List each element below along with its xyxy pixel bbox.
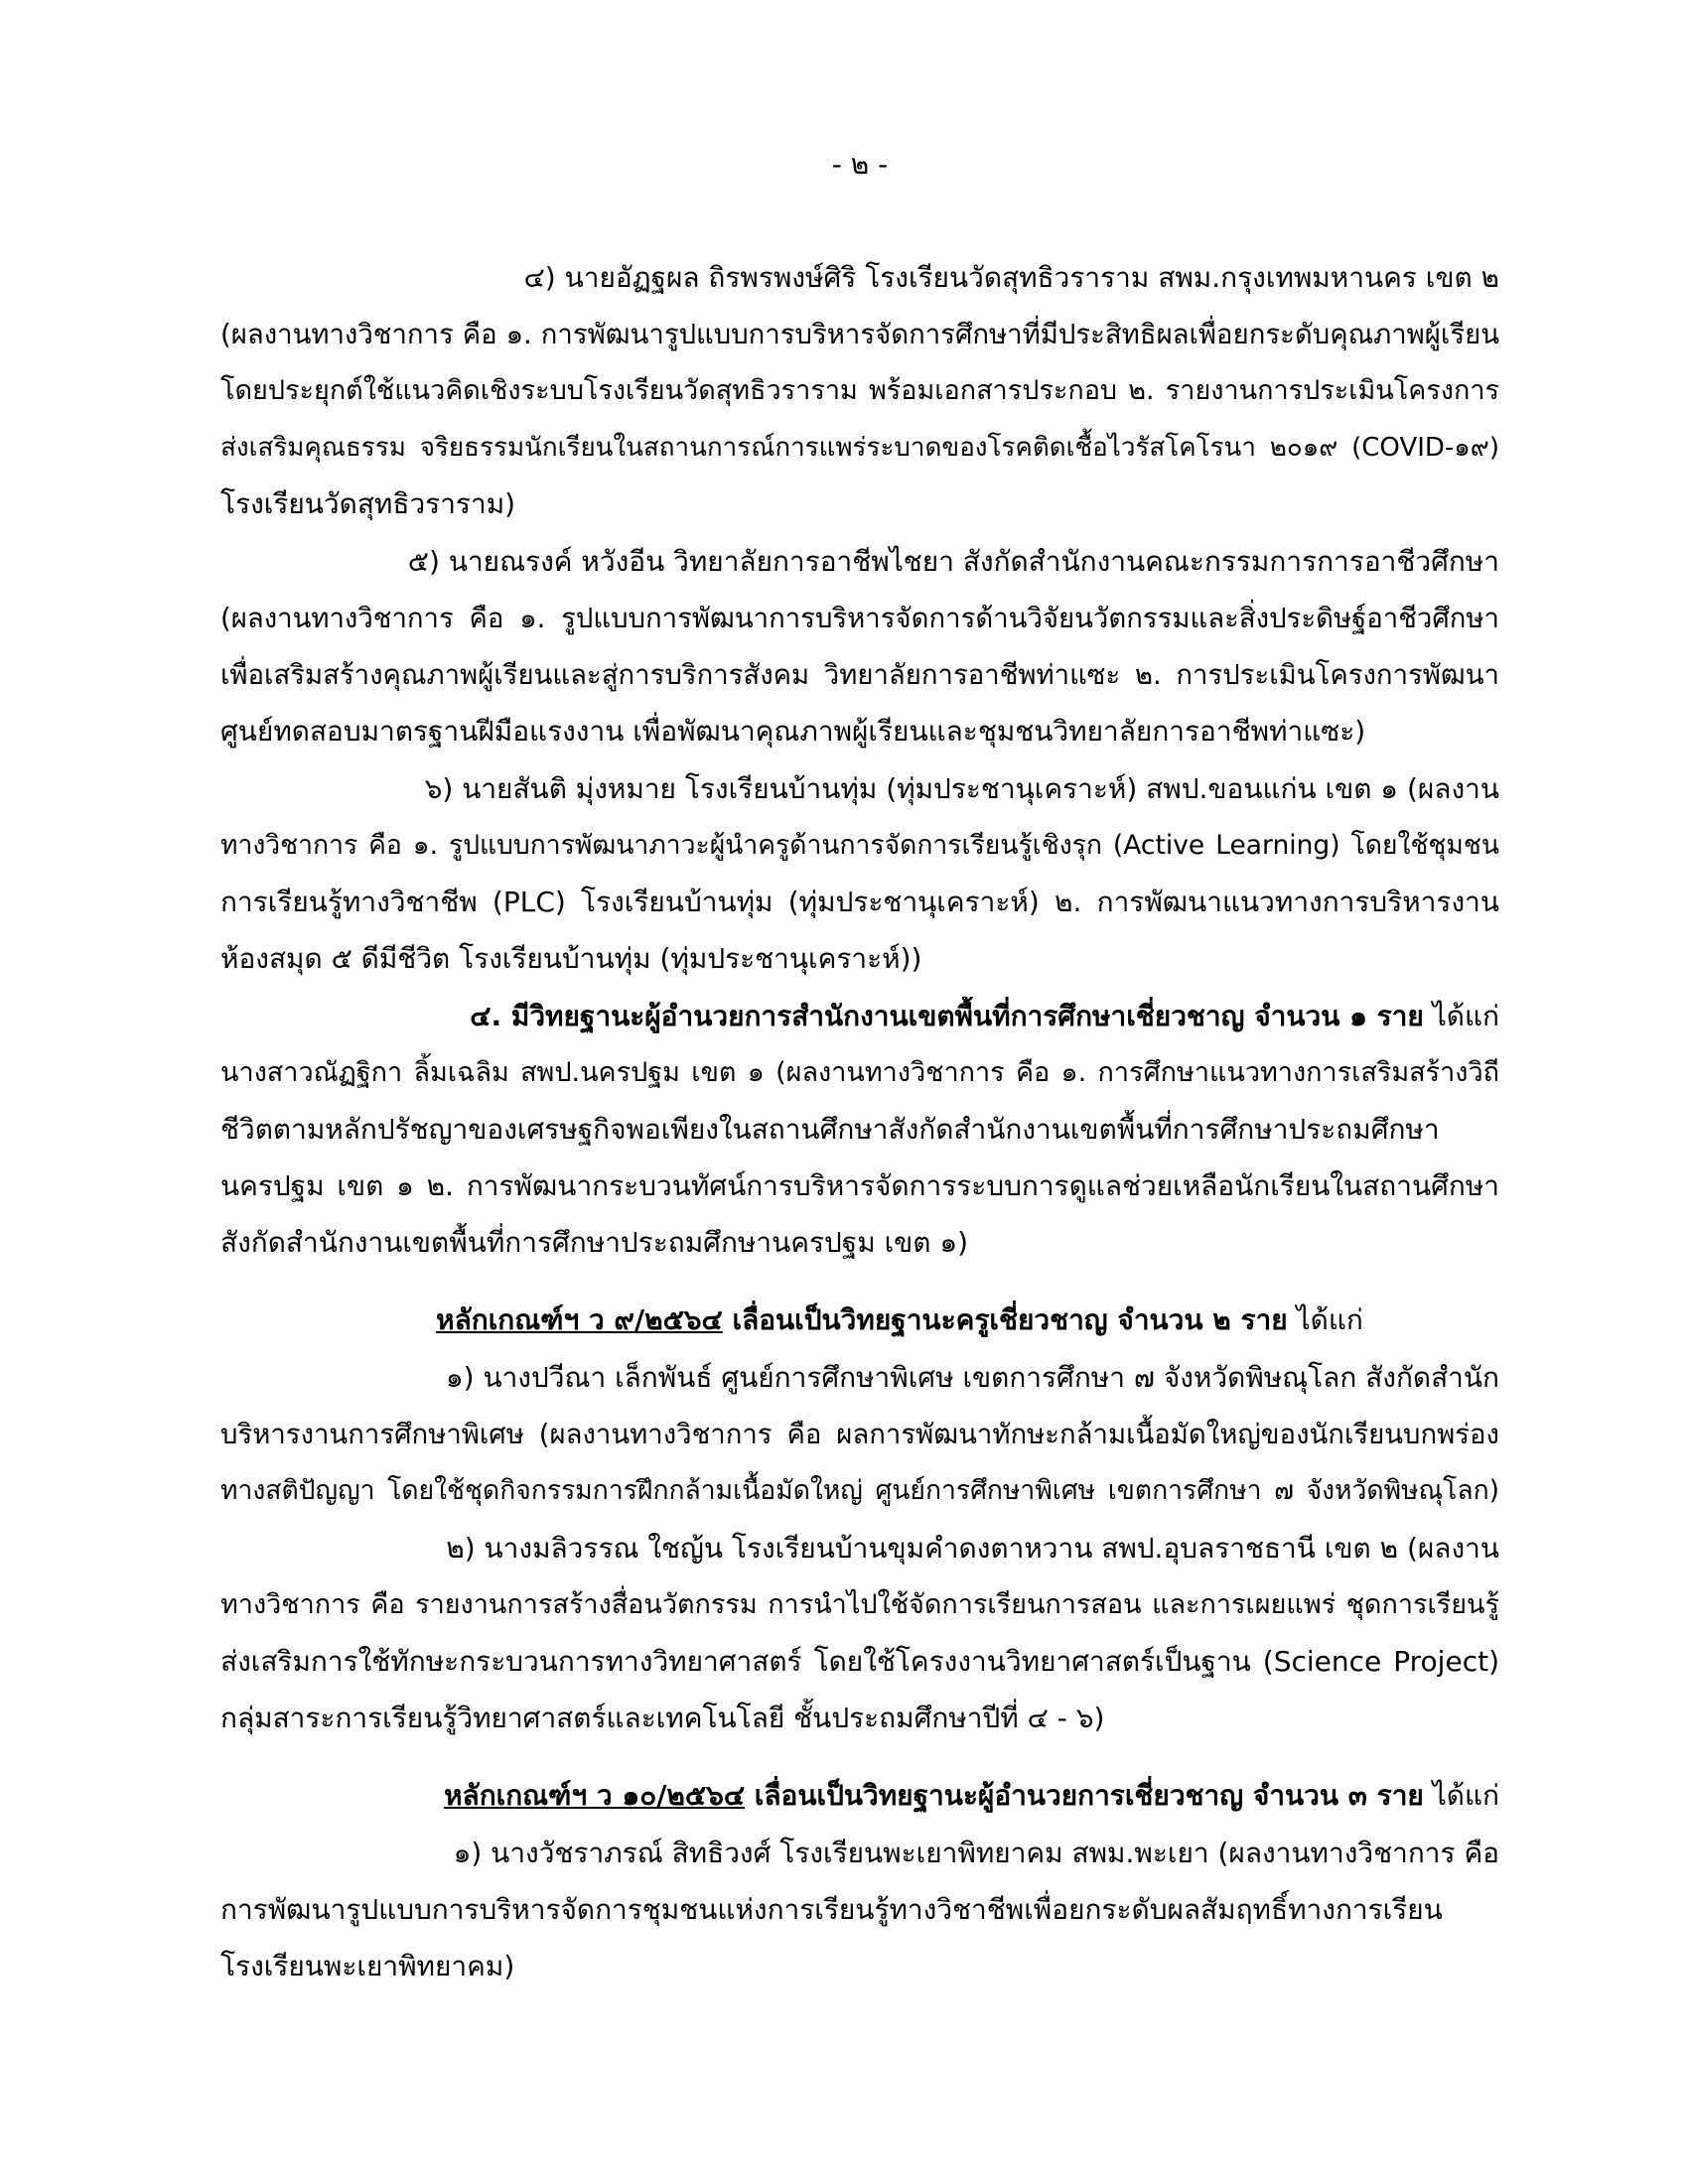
criteria-9-heading-bold: เลื่อนเป็นวิทยฐานะครูเชี่ยวชาญ จำนวน ๒ ราย	[722, 1303, 1288, 1336]
document-page	[220, 0, 1499, 2184]
item-4-line-3: นครปฐม เขต ๑ ๒. การพัฒนากระบวนทัศน์การบริหารจัดการระบบการดูแลช่วยเหลือนักเรียนในสถานศึกษา	[220, 1169, 1499, 1202]
paragraph-4-line-1: ๔) นายอัฏฐผล ถิรพรพงษ์ศิริ โรงเรียนวัดสุทธิวราราม สพม.กรุงเทพมหานคร เขต ๒	[523, 261, 1499, 294]
item-4-heading-tail: ได้แก่	[1423, 1000, 1499, 1032]
criteria-9-item-1-line-1: ๑) นางปวีณา เล็กพันธ์ ศูนย์การศึกษาพิเศษ เขตการศึกษา ๗ จังหวัดพิษณุโลก สังกัดสำนัก	[445, 1361, 1499, 1394]
criteria-9-heading-tail: ได้แก่	[1287, 1303, 1363, 1336]
paragraph-4-line-3: โดยประยุกต์ใช้แนวคิดเชิงระบบโรงเรียนวัดสุทธิวราราม พร้อมเอกสารประกอบ ๒. รายงานการประเมินโครงการ	[220, 375, 1499, 406]
page-number: - ๒ -	[831, 148, 889, 181]
paragraph-6-line-2: ทางวิชาการ คือ ๑. รูปแบบการพัฒนาภาวะผู้นำครูด้านการจัดการเรียนรู้เชิงรุก (Active Learning) โดยใช้ชุมชน	[220, 830, 1499, 861]
criteria-9-item-1-line-2: บริหารงานการศึกษาพิเศษ (ผลงานทางวิชาการ คือ ผลการพัฒนาทักษะกล้ามเนื้อมัดใหญ่ของนักเรียนบกพร่อง	[220, 1419, 1499, 1450]
paragraph-4-line-5: โรงเรียนวัดสุทธิวราราม)	[220, 487, 516, 520]
criteria-9-heading-underlined: หลักเกณฑ์ฯ ว ๙/๒๕๖๔	[436, 1303, 723, 1336]
criteria-10-item-1-line-2: การพัฒนารูปแบบการบริหารจัดการชุมชนแห่งการเรียนรู้ทางวิชาชีพเพื่อยกระดับผลสัมฤทธิ์ทางการเรียน	[220, 1893, 1443, 1926]
paragraph-5-line-1: ๕) นายณรงค์ หวังอีน วิทยาลัยการอาชีพไชยา สังกัดสำนักงานคณะกรรมการการอาชีวศึกษา	[407, 545, 1499, 578]
item-4-heading	[220, 997, 1499, 1036]
criteria-9-heading	[300, 1300, 1499, 1340]
item-4-line-4: สังกัดสำนักงานเขตพื้นที่การศึกษาประถมศึกษานครปฐม เขต ๑)	[220, 1226, 969, 1259]
criteria-10-heading-tail: ได้แก่	[1423, 1779, 1499, 1812]
criteria-10-item-1-line-1: ๑) นางวัชราภรณ์ สิทธิวงศ์ โรงเรียนพะเยาพิทยาคม สพม.พะเยา (ผลงานทางวิชาการ คือ	[453, 1837, 1499, 1869]
criteria-9-item-2-line-4: กลุ่มสาระการเรียนรู้วิทยาศาสตร์และเทคโนโลยี ชั้นประถมศึกษาปีที่ ๔ - ๖)	[220, 1702, 1105, 1734]
item-4-heading-bold: ๔. มีวิทยฐานะผู้อำนวยการสำนักงานเขตพื้นที่การศึกษาเชี่ยวชาญ จำนวน ๑ ราย	[470, 1000, 1424, 1032]
paragraph-6-line-1: ๖) นายสันติ มุ่งหมาย โรงเรียนบ้านทุ่ม (ทุ่มประชานุเคราะห์) สพป.ขอนแก่น เขต ๑ (ผลงาน	[424, 772, 1499, 805]
criteria-10-item-1-line-3: โรงเรียนพะเยาพิทยาคม)	[220, 1950, 515, 1982]
paragraph-4-line-2: (ผลงานทางวิชาการ คือ ๑. การพัฒนารูปแบบการบริหารจัดการศึกษาที่มีประสิทธิผลเพื่อยกระดับคุณภาพผู้เรียน	[220, 319, 1499, 350]
item-4-line-1: นางสาวณัฏฐิกา ลิ้มเฉลิม สพป.นครปฐม เขต ๑ (ผลงานทางวิชาการ คือ ๑. การศึกษาแนวทางการเสริมสร้างวิถี	[220, 1057, 1499, 1088]
paragraph-6-line-4: ห้องสมุด ๕ ดีมีชีวิต โรงเรียนบ้านทุ่ม (ทุ่มประชานุเคราะห์))	[220, 942, 922, 975]
criteria-9-item-2-line-1: ๒) นางมลิวรรณ ใชญ้น โรงเรียนบ้านขุมคำดงตาหวาน สพป.อุบลราชธานี เขต ๒ (ผลงาน	[446, 1532, 1499, 1565]
paragraph-4-line-4: ส่งเสริมคุณธรรม จริยธรรมนักเรียนในสถานการณ์การแพร่ระบาดของโรคติดเชื้อไวรัสโคโรนา ๒๐๑๙ (COVID-๑๙)	[220, 433, 1499, 463]
criteria-10-heading-bold: เลื่อนเป็นวิทยฐานะผู้อำนวยการเชี่ยวชาญ จำนวน ๓ ราย	[745, 1779, 1424, 1812]
paragraph-5-line-3: เพื่อเสริมสร้างคุณภาพผู้เรียนและสู่การบริการสังคม วิทยาลัยการอาชีพท่าแซะ ๒. การประเมินโครงการพัฒนา	[220, 659, 1499, 691]
paragraph-5-line-2: (ผลงานทางวิชาการ คือ ๑. รูปแบบการพัฒนาการบริหารจัดการด้านวิจัยนวัตกรรมและสิ่งประดิษฐ์อาชีวศึกษา	[220, 603, 1499, 634]
paragraph-5-line-4: ศูนย์ทดสอบมาตรฐานฝีมือแรงงาน เพื่อพัฒนาคุณภาพผู้เรียนและชุมชนวิทยาลัยการอาชีพท่าแซะ)	[220, 715, 1366, 748]
paragraph-6-line-3: การเรียนรู้ทางวิชาชีพ (PLC) โรงเรียนบ้านทุ่ม (ทุ่มประชานุเคราะห์) ๒. การพัฒนาแนวทางการบริหารงาน	[220, 886, 1499, 918]
criteria-9-item-1-line-3: ทางสติปัญญา โดยใช้ชุดกิจกรรมการฝึกกล้ามเนื้อมัดใหญ่ ศูนย์การศึกษาพิเศษ เขตการศึกษา ๗ จังหวัดพิษณุโลก)	[220, 1475, 1499, 1506]
criteria-9-item-2-line-2: ทางวิชาการ คือ รายงานการสร้างสื่อนวัตกรรม การนำไปใช้จัดการเรียนการสอน และการเผยแพร่ ชุดการเรียนรู้	[220, 1589, 1499, 1620]
criteria-10-heading	[220, 1776, 1499, 1816]
item-4-line-2: ชีวิตตามหลักปรัชญาของเศรษฐกิจพอเพียงในสถานศึกษาสังกัดสำนักงานเขตพื้นที่การศึกษาประถมศึกษา	[220, 1113, 1440, 1146]
criteria-9-item-2-line-3: ส่งเสริมการใช้ทักษะกระบวนการทางวิทยาศาสตร์ โดยใช้โครงงานวิทยาศาสตร์เป็นฐาน (Science Project)	[220, 1645, 1499, 1678]
criteria-10-heading-underlined: หลักเกณฑ์ฯ ว ๑๐/๒๕๖๔	[444, 1779, 746, 1812]
